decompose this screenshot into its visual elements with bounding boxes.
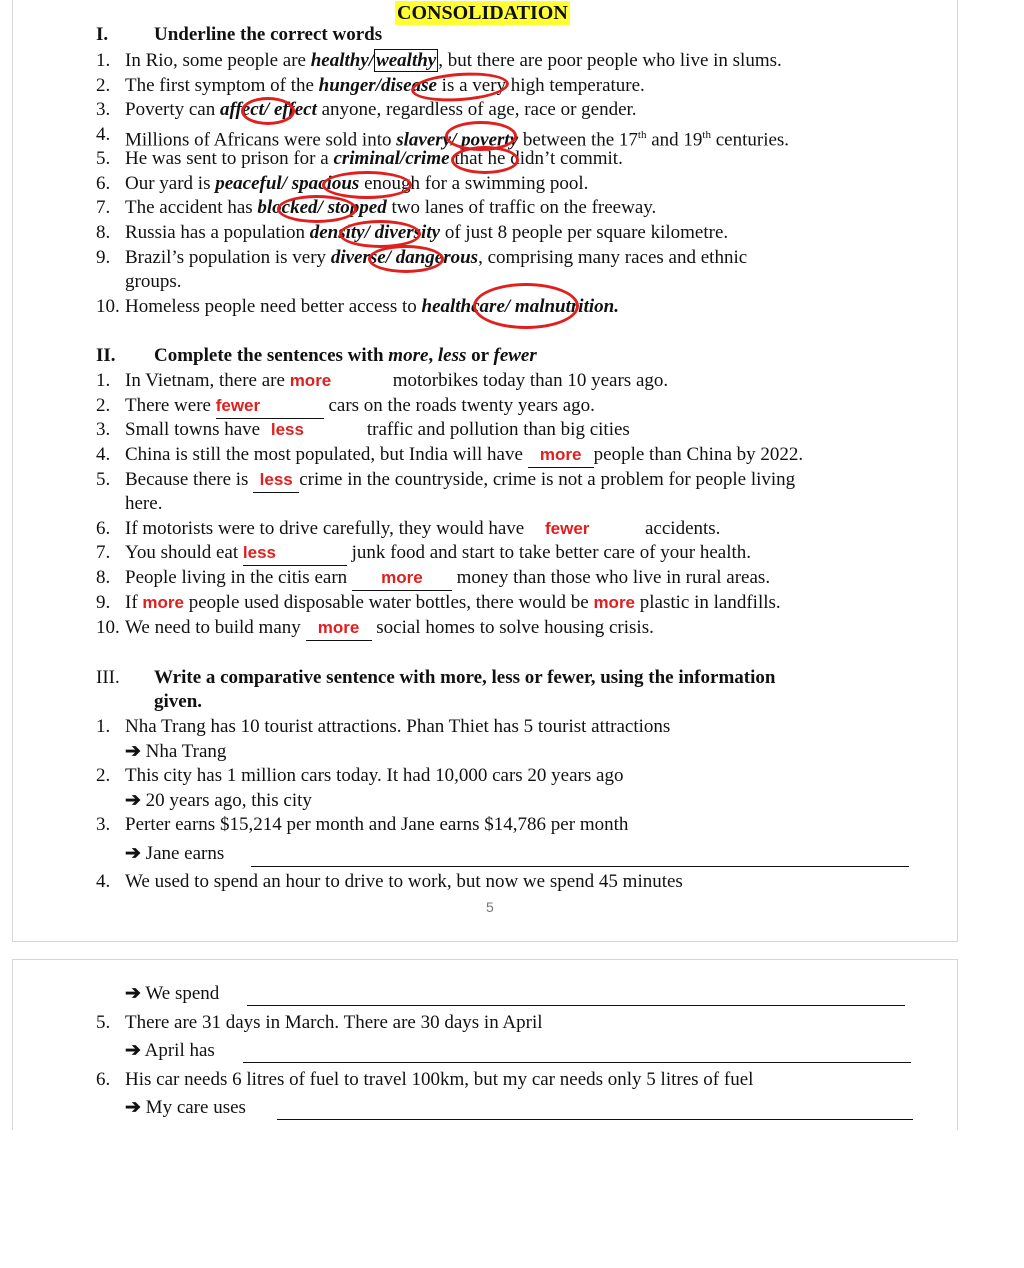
s1-item-1: 1. In Rio, some people are healthy/ wealthy , but there are poor people who live in slums. (96, 50, 782, 71)
filled-answer: more (306, 616, 372, 641)
s1-item-7: 7. The accident has blocked/ stopped two lanes of traffic on the freeway. (96, 197, 657, 218)
s3-item-1-answer: ➔ Nha Trang (125, 741, 227, 762)
section-1-title: Underline the correct words (154, 24, 383, 45)
section-1-heading (96, 23, 383, 47)
s1-item-9: 9. Brazil’s population is very diverse/ dangerous, comprising many races and ethnic (96, 247, 748, 268)
filled-answer: less (253, 468, 299, 493)
s3-item-5-answer: ➔ April has (125, 1040, 215, 1061)
s3-item-5: 5. There are 31 days in March. There are 30 days in April (96, 1012, 543, 1033)
s1-item-5: 5. He was sent to prison for a criminal/crime that he didn’t commit. (96, 148, 623, 169)
section-3-heading: III. Write a comparative sentence with more, less or fewer, using the information (96, 667, 776, 688)
s1-item-6: 6. Our yard is peaceful/ spacious enough for a swimming pool. (96, 173, 589, 194)
document-page-1 (12, 0, 958, 942)
s1-item-2: 2. The first symptom of the hunger/disease is a very high temperature. (96, 75, 645, 96)
s2-item-8: 8. People living in the citis earn more money than those who live in rural areas. (96, 566, 110, 590)
s1-item-3: 3. Poverty can affect/ effect anyone, regardless of age, race or gender. (96, 99, 637, 120)
answer-write-line[interactable] (243, 1062, 911, 1063)
section-3-numeral: III. (96, 667, 120, 688)
s2-item-5: 5. Because there is less crime in the countryside, crime is not a problem for people living (96, 468, 110, 492)
arrow-icon: ➔ (125, 1040, 141, 1061)
s3-item-4: 4. We used to spend an hour to drive to work, but now we spend 45 minutes (96, 871, 683, 892)
answer-write-line[interactable] (247, 1005, 905, 1006)
arrow-icon: ➔ (125, 843, 141, 864)
filled-answer: more (142, 593, 184, 612)
s2-item-2: 2. There were fewer cars on the roads twenty years ago. (96, 394, 110, 418)
s3-item-3: 3. Perter earns $15,214 per month and Jane earns $14,786 per month (96, 814, 629, 835)
s1-item-9-continued: groups. (125, 271, 182, 292)
filled-answer: less (243, 541, 347, 566)
s2-item-10: 10. We need to build many more social homes to solve housing crisis. (96, 616, 120, 640)
filled-answer: more (352, 566, 452, 591)
s2-item-7: 7. You should eat less junk food and start to take better care of your health. (96, 541, 110, 565)
s3-item-2-answer: ➔ 20 years ago, this city (125, 790, 312, 811)
filled-answer: fewer (216, 394, 324, 419)
document-page-2 (12, 959, 958, 1134)
filled-answer: fewer (544, 519, 590, 538)
section-2-heading: II. Complete the sentences with more, less or fewer (96, 345, 537, 366)
page-number: 5 (486, 899, 494, 915)
blank-area (0, 1130, 1024, 1268)
filled-answer: less (270, 420, 304, 439)
page-gap (0, 942, 1024, 959)
s2-item-6: 6. If motorists were to drive carefully, they would have fewer accidents. (96, 518, 721, 539)
s1-item-10: 10. Homeless people need better access to healthcare/ malnutrition. (96, 296, 619, 317)
arrow-icon: ➔ (125, 983, 141, 1004)
answer-write-line[interactable] (251, 866, 909, 867)
arrow-icon: ➔ (125, 741, 141, 762)
section-1-numeral: I. (96, 24, 109, 45)
filled-answer: more (528, 443, 594, 468)
filled-answer: more (593, 593, 636, 612)
s3-item-4-answer: ➔ We spend (125, 983, 220, 1004)
s2-item-5-continued: here. (125, 493, 163, 514)
section-3-heading-continued: given. (154, 691, 203, 712)
answer-write-line[interactable] (277, 1119, 913, 1120)
s3-item-6-answer: ➔ My care uses (125, 1097, 246, 1118)
arrow-icon: ➔ (125, 790, 141, 811)
s2-item-1: 1. In Vietnam, there are more motorbikes today than 10 years ago. (96, 370, 669, 391)
section-2-numeral: II. (96, 345, 116, 366)
arrow-icon: ➔ (125, 1097, 141, 1118)
s2-item-9: 9. If more people used disposable water bottles, there would be more plastic in landfills. (96, 592, 781, 613)
s3-item-3-answer: ➔ Jane earns (125, 843, 225, 864)
s3-item-1: 1. Nha Trang has 10 tourist attractions. Phan Thiet has 5 tourist attractions (96, 716, 671, 737)
s1-item-8: 8. Russia has a population density/ diversity of just 8 people per square kilometre. (96, 222, 729, 243)
page-title: CONSOLIDATION (397, 2, 568, 24)
s2-item-4: 4. China is still the most populated, but India will have more people than China by 2022. (96, 443, 110, 467)
s3-item-6: 6. His car needs 6 litres of fuel to travel 100km, but my car needs only 5 litres of fuel (96, 1069, 754, 1090)
s2-item-3: 3. Small towns have less traffic and pollution than big cities (96, 419, 630, 440)
filled-answer: more (289, 371, 332, 390)
s1-item-4: 4. Millions of Africans were sold into slavery/ poverty between the 17th and 19th centuries. (96, 124, 790, 151)
boxed-answer: wealthy (376, 50, 437, 71)
s3-item-2: 2. This city has 1 million cars today. It had 10,000 cars 20 years ago (96, 765, 624, 786)
